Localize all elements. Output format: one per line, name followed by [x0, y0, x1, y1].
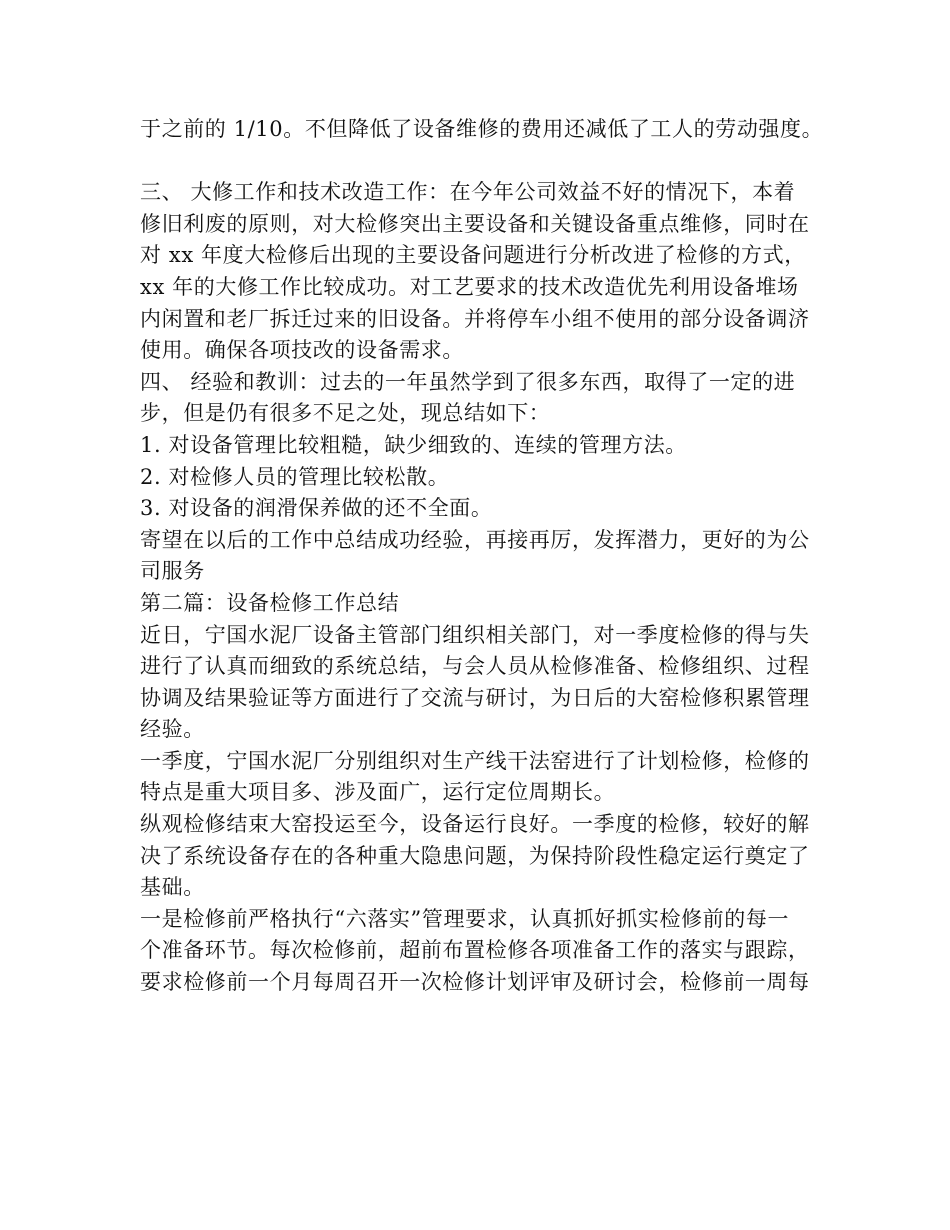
list-item: 2. 对检修人员的管理比较松散。: [140, 464, 450, 489]
text-line: 对 xx 年度大检修后出现的主要设备问题进行分析改进了检修的方式，: [140, 243, 806, 268]
text-line: 协调及结果验证等方面进行了交流与研讨，为日后的大窑检修积累管理: [140, 685, 810, 710]
text-line: 寄望在以后的工作中总结成功经验，再接再厉，发挥潜力，更好的为公: [140, 527, 810, 552]
text-line: 要求检修前一个月每周召开一次检修计划评审及研讨会，检修前一周每: [140, 970, 810, 995]
text-line: 司服务: [140, 559, 205, 584]
text-line: 进行了认真而细致的系统总结，与会人员从检修准备、检修组织、过程: [140, 654, 810, 679]
blank-line: [140, 146, 830, 178]
text-line: 一季度，宁国水泥厂分别组织对生产线干法窑进行了计划检修，检修的: [140, 748, 810, 773]
text-line: 决了系统设备存在的各种重大隐患问题，为保持阶段性稳定运行奠定了: [140, 843, 810, 868]
text-line: 纵观检修结束大窑投运至今，设备运行良好。一季度的检修，较好的解: [140, 812, 810, 837]
text-line: 于之前的 1/10。不但降低了设备维修的费用还减低了工人的劳动强度。: [140, 117, 824, 141]
text-line: 基础。: [140, 875, 205, 900]
list-item: 1. 对设备管理比较粗糙，缺少细致的、连续的管理方法。: [140, 432, 687, 457]
text-line: 步，但是仍有很多不足之处，现总结如下：: [140, 401, 551, 426]
text-line: 内闲置和老厂拆迁过来的旧设备。并将停车小组不使用的部分设备调济: [140, 306, 810, 331]
text-line: 个准备环节。每次检修前，超前布置检修各项准备工作的落实与跟踪，: [140, 938, 810, 963]
text-line: 使用。确保各项技改的设备需求。: [140, 338, 464, 363]
document-page: [140, 114, 830, 999]
text-line: 近日，宁国水泥厂设备主管部门组织相关部门，对一季度检修的得与失: [140, 622, 810, 647]
text-line: 修旧利废的原则，对大检修突出主要设备和关键设备重点维修，同时在: [140, 211, 810, 236]
text-line: 特点是重大项目多、涉及面广，运行定位周期长。: [140, 780, 616, 805]
section-heading-4: 四、 经验和教训：过去的一年虽然学到了很多东西，取得了一定的进: [140, 369, 796, 394]
list-item: 3. 对设备的润滑保养做的还不全面。: [140, 496, 493, 521]
chapter-title: 第二篇：设备检修工作总结: [140, 590, 400, 615]
text-line: 一是检修前严格执行“六落实”管理要求，认真抓好抓实检修前的每一: [140, 906, 790, 931]
text-line: xx 年的大修工作比较成功。对工艺要求的技术改造优先利用设备堆场: [140, 274, 799, 299]
section-heading-3: 三、 大修工作和技术改造工作：在今年公司效益不好的情况下，本着: [140, 180, 796, 205]
text-line: 经验。: [140, 717, 205, 742]
